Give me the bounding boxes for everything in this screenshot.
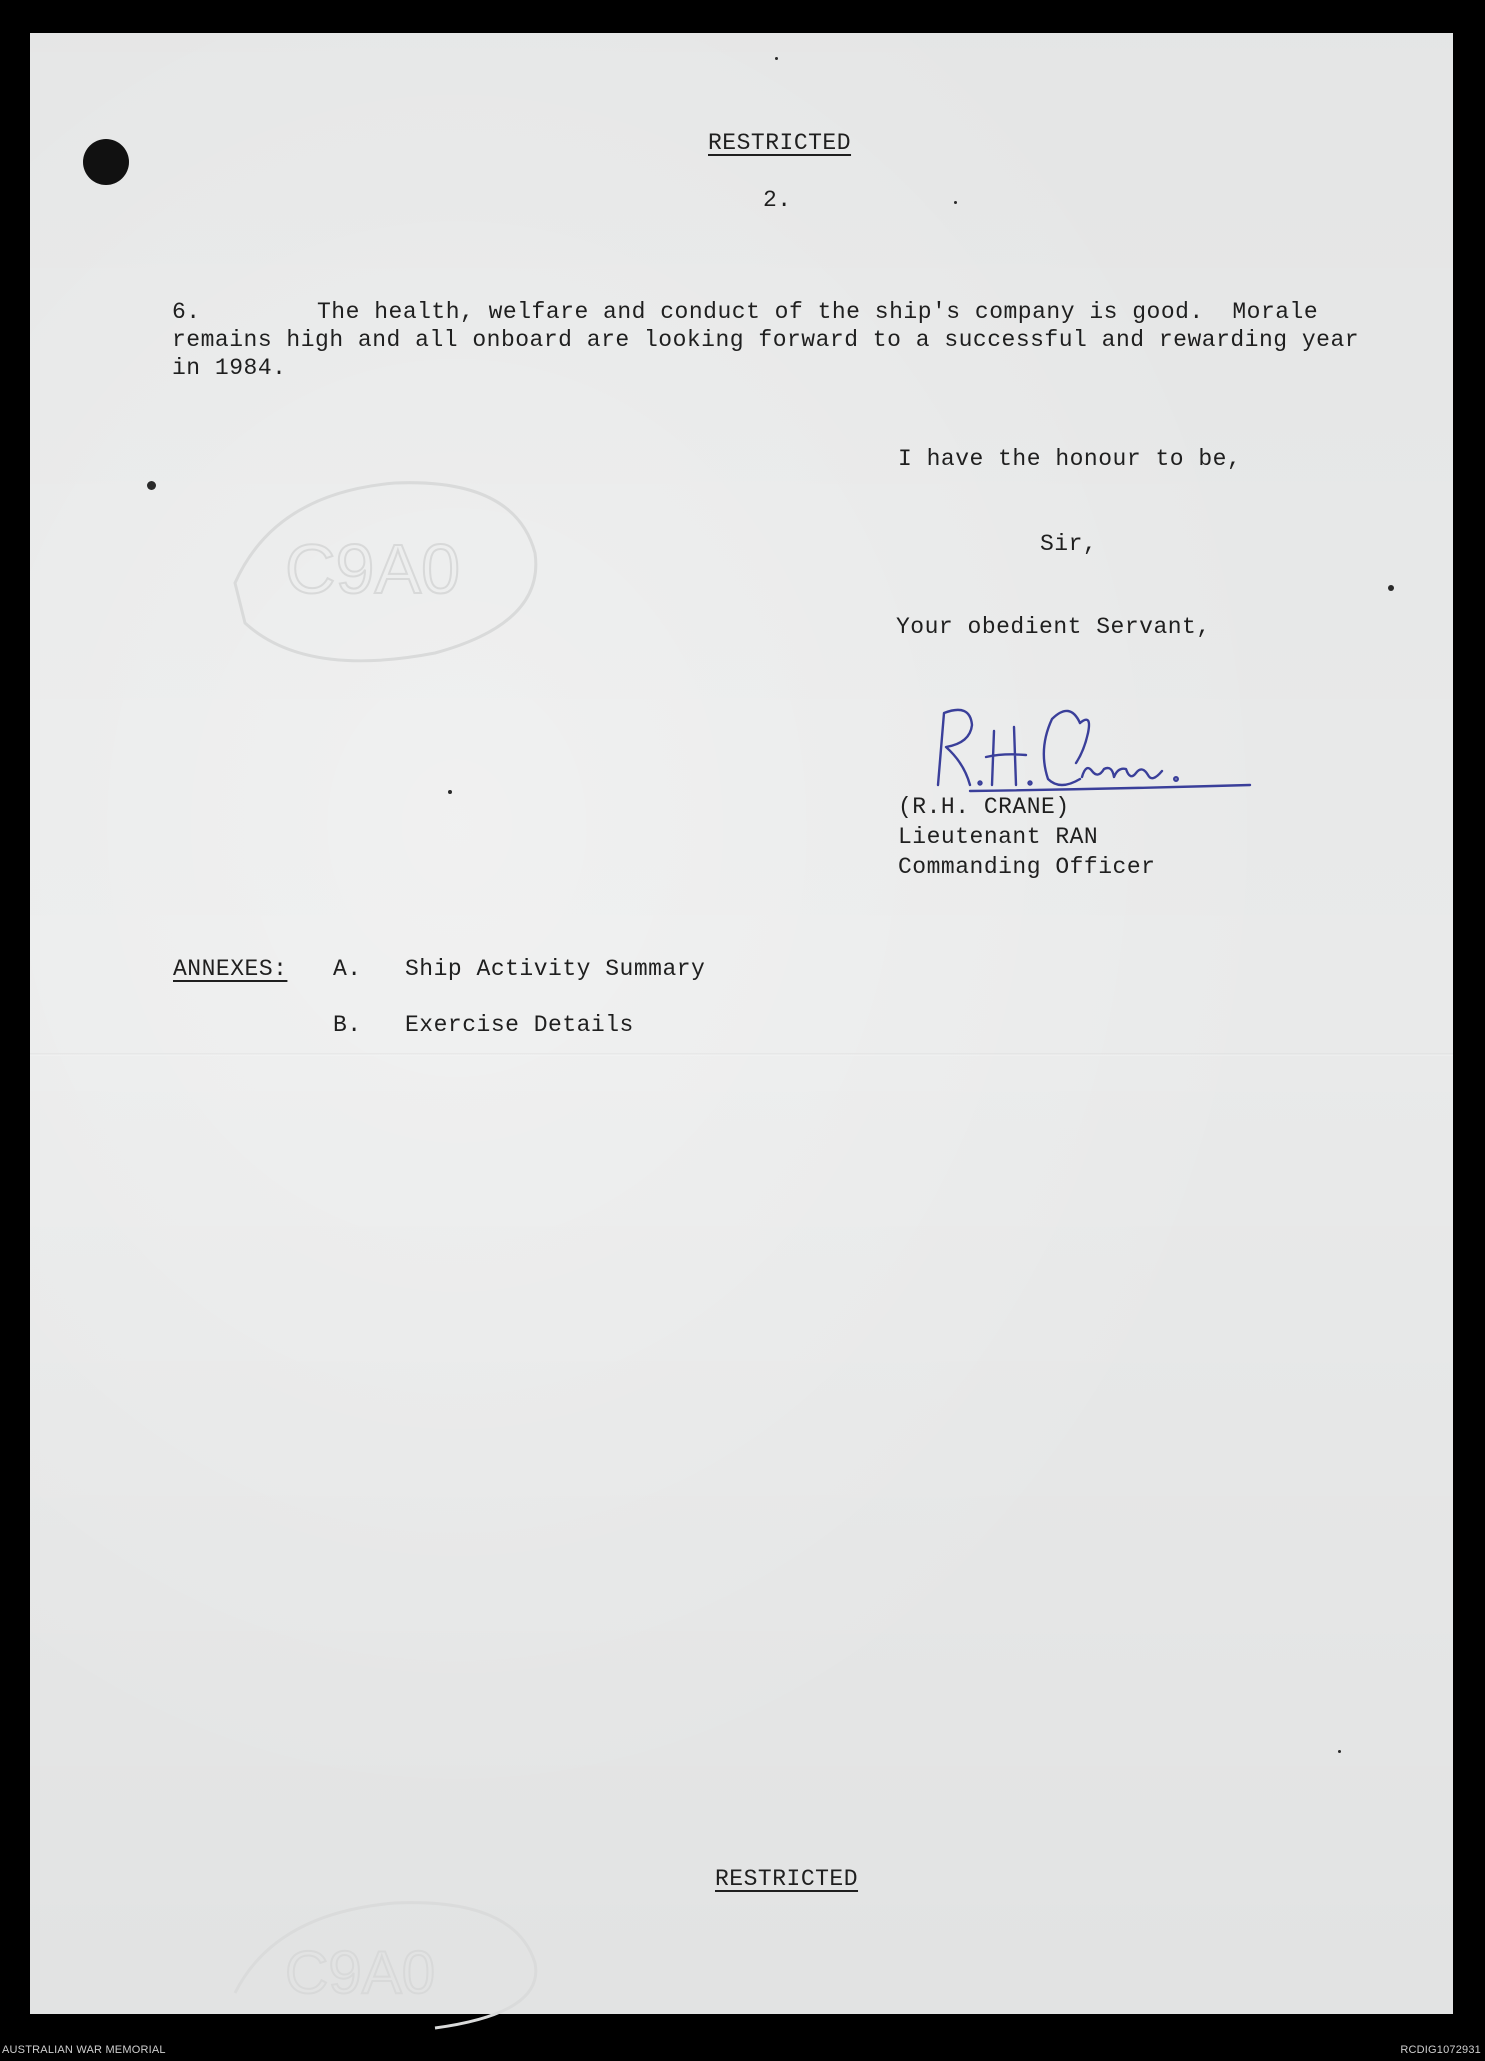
annex-letter-b: B. — [333, 1012, 362, 1038]
paragraph-line-2: remains high and all onboard are looking forward to a successful and rewarding year — [172, 327, 1360, 353]
archive-credit-left: AUSTRALIAN WAR MEMORIAL — [2, 2044, 166, 2056]
annex-letter-a: A. — [333, 956, 362, 982]
paper-speck — [775, 57, 778, 60]
signatory-title: Commanding Officer — [898, 854, 1156, 880]
paper-fold — [30, 1053, 1453, 1056]
page-number: 2. — [763, 187, 792, 213]
signatory-rank: Lieutenant RAN — [898, 824, 1099, 850]
svg-text:C9A0: C9A0 — [285, 530, 461, 608]
annex-text-b: Exercise Details — [405, 1012, 634, 1038]
paper-speck — [1338, 1750, 1341, 1753]
faint-stamp-impression-bottom — [215, 1883, 555, 2033]
faint-stamp-impression — [215, 453, 555, 683]
handwritten-signature — [930, 693, 1260, 803]
punch-hole — [83, 139, 129, 185]
closing-line-honour: I have the honour to be, — [898, 446, 1242, 472]
paragraph-number: 6. — [172, 299, 201, 325]
closing-line-sir: Sir, — [1040, 531, 1098, 557]
paper-speck — [448, 790, 452, 794]
signatory-name: (R.H. CRANE) — [898, 794, 1070, 820]
paper-speck — [954, 201, 957, 204]
footer-classification: RESTRICTED — [715, 1866, 859, 1892]
document-page — [30, 33, 1453, 2014]
paper-speck — [1388, 585, 1394, 591]
paragraph-line-1: The health, welfare and conduct of the ship's company is good. Morale — [317, 299, 1319, 325]
paper-speck — [147, 481, 156, 490]
header-classification: RESTRICTED — [708, 130, 852, 156]
annex-text-a: Ship Activity Summary — [405, 956, 706, 982]
archive-reference-right: RCDIG1072931 — [1400, 2044, 1481, 2056]
annexes-label: ANNEXES: — [173, 956, 288, 982]
svg-text:C9A0: C9A0 — [285, 1939, 436, 2006]
paragraph-line-3: in 1984. — [172, 355, 287, 381]
closing-line-servant: Your obedient Servant, — [896, 614, 1211, 640]
